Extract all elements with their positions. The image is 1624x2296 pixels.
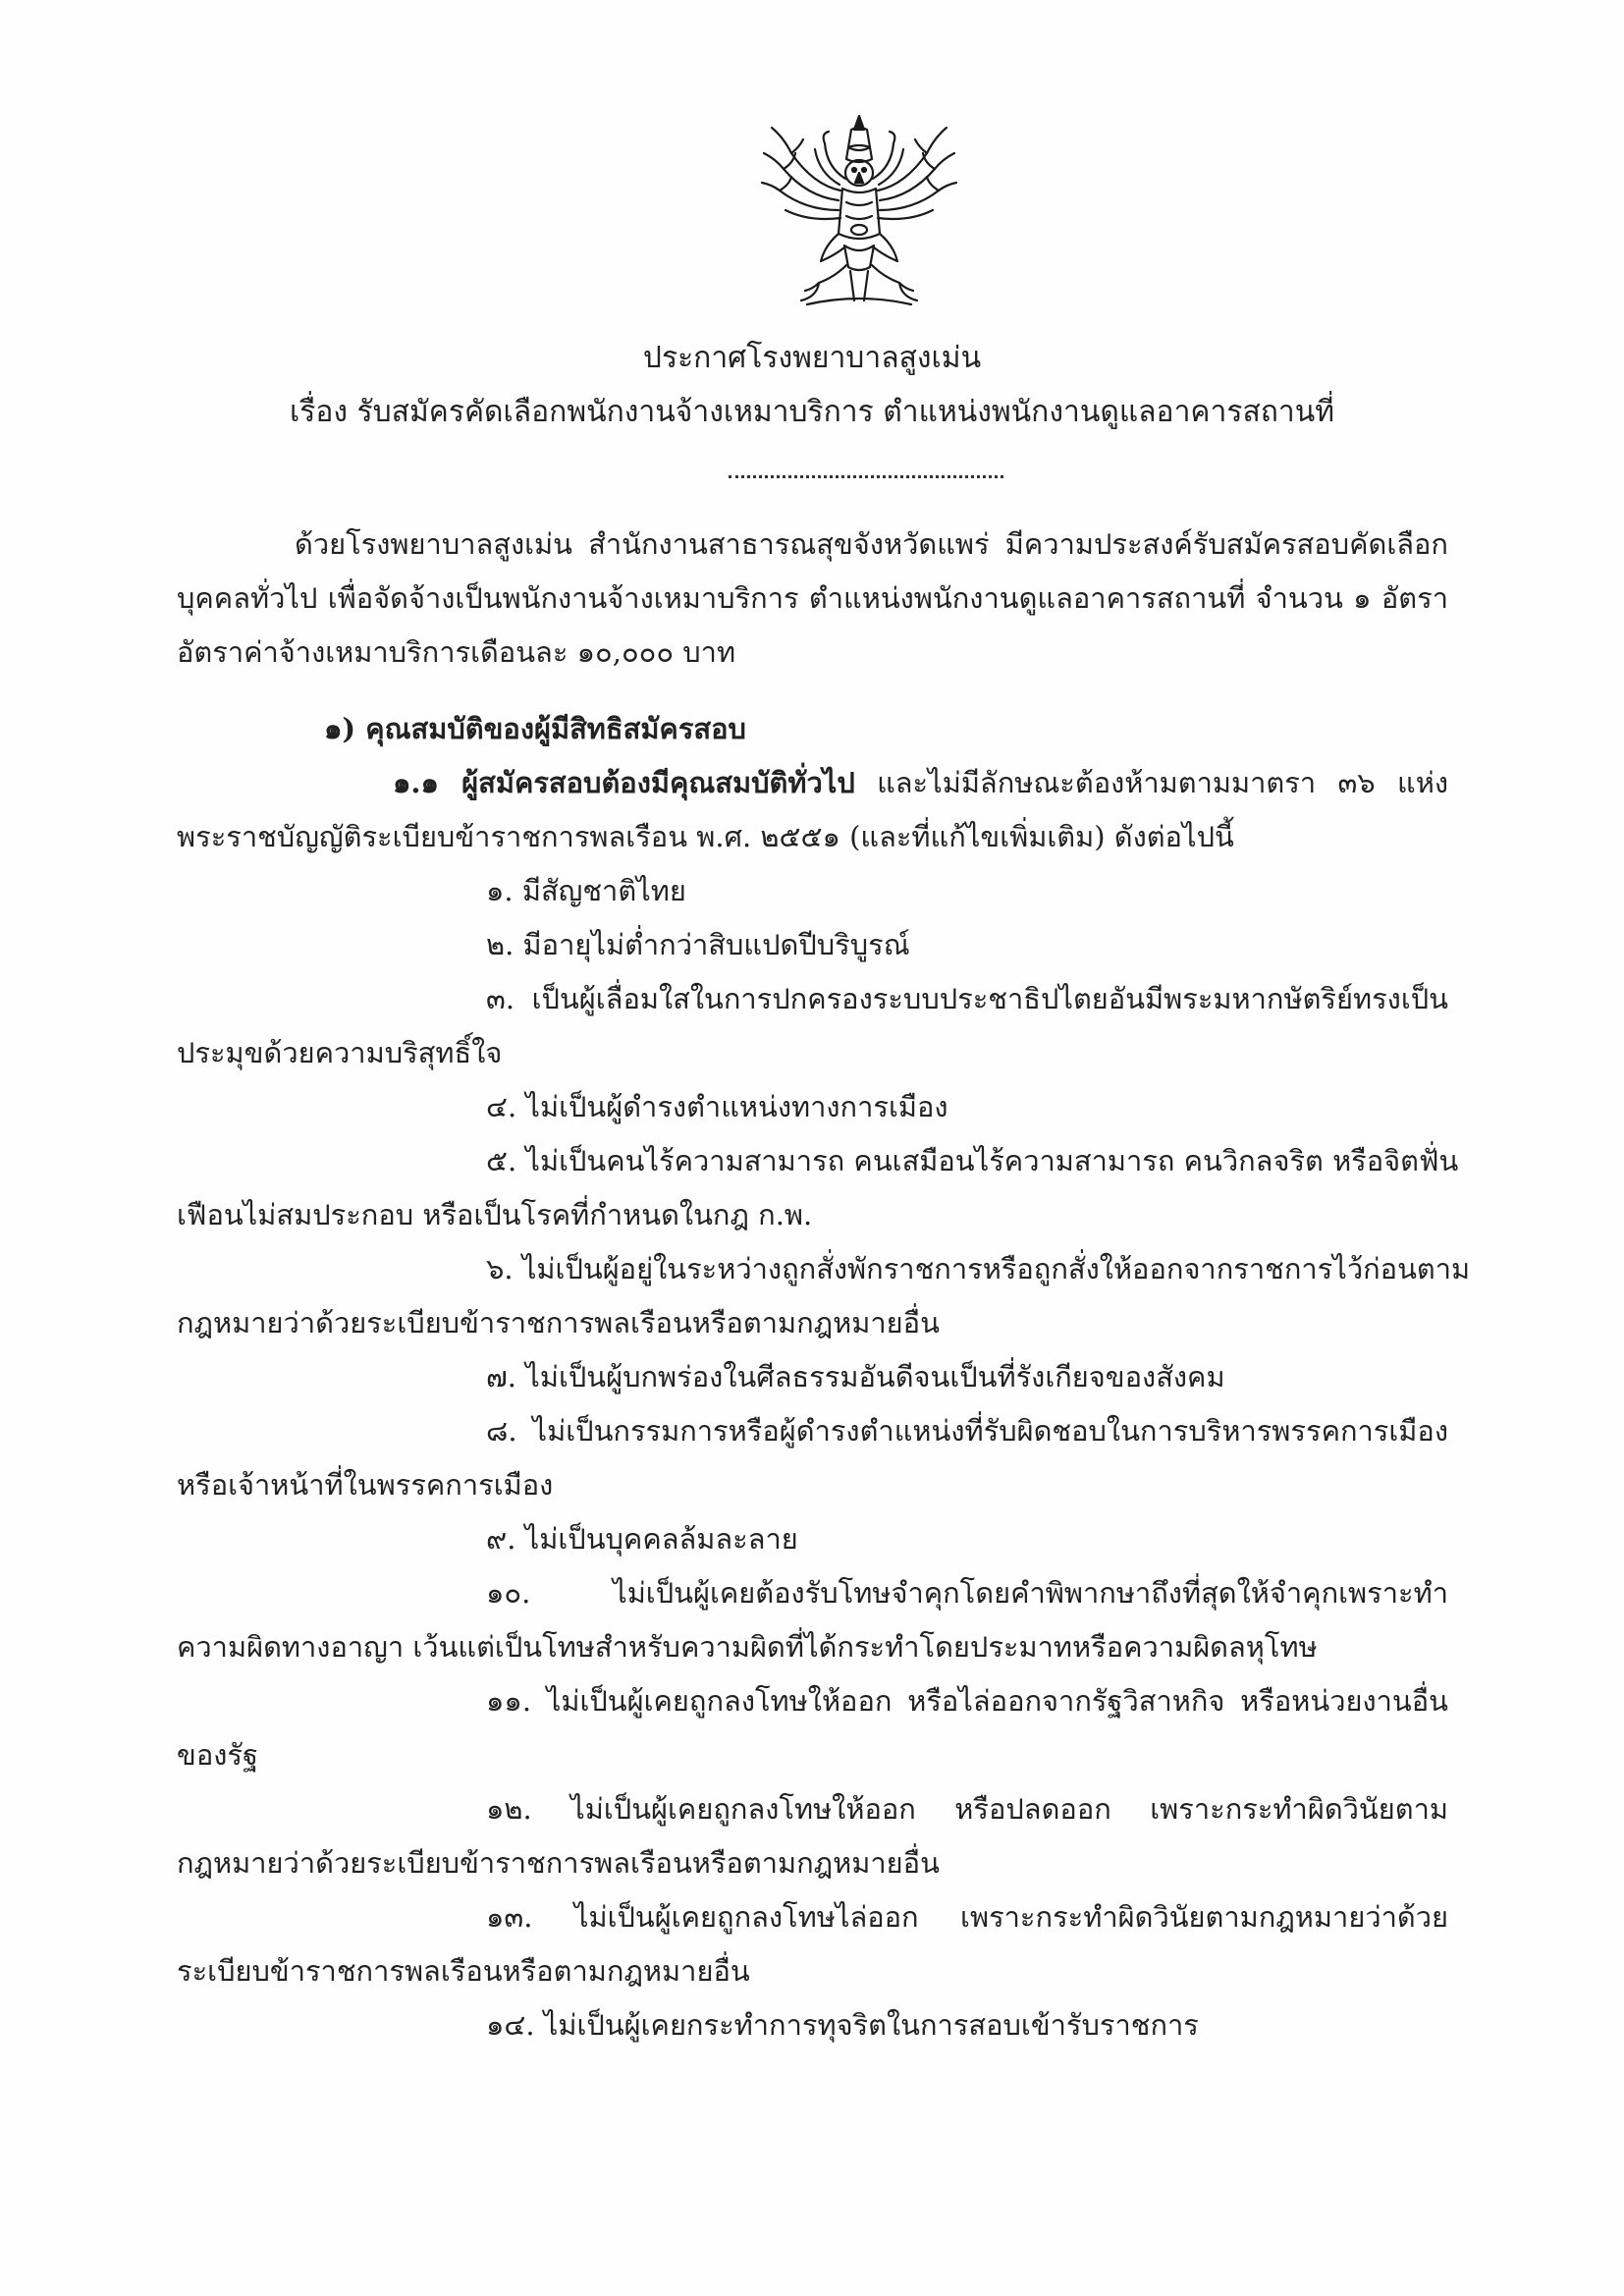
item-3-line-2: ประมุขด้วยความบริสุทธิ์ใจ (177, 1036, 503, 1069)
item-14: ๑๔. ไม่เป็นผู้เคยกระทำการทุจริตในการสอบเข้ารับราชการ (486, 2008, 1199, 2042)
item-10-line-1: ๑๐. ไม่เป็นผู้เคยต้องรับโทษจำคุกโดยคำพิพากษาถึงที่สุดให้จำคุกเพราะทำ (486, 1576, 1448, 1610)
item-6-line-1: ๖. ไม่เป็นผู้อยู่ในระหว่างถูกสั่งพักราชการหรือถูกสั่งให้ออกจากราชการไว้ก่อนตาม (486, 1252, 1471, 1285)
title-separator (729, 475, 1003, 478)
item-12-line-1: ๑๒. ไม่เป็นผู้เคยถูกลงโทษให้ออก หรือปลดออก เพราะกระทำผิดวินัยตาม (486, 1792, 1448, 1826)
item-6-line-2: กฎหมายว่าด้วยระเบียบข้าราชการพลเรือนหรือตามกฎหมายอื่น (177, 1306, 940, 1339)
item-8-line-1: ๘. ไม่เป็นกรรมการหรือผู้ดำรงตำแหน่งที่รับผิดชอบในการบริหารพรรคการเมือง (486, 1414, 1448, 1448)
garuda-emblem-icon (756, 108, 962, 314)
item-13-line-2: ระเบียบข้าราชการพลเรือนหรือตามกฎหมายอื่น (177, 1954, 750, 1988)
intro-line-1: ด้วยโรงพยาบาลสูงเม่น สำนักงานสาธารณสุขจังหวัดแพร่ มีความประสงค์รับสมัครสอบคัดเลือก (295, 527, 1448, 561)
item-10-line-2: ความผิดทางอาญา เว้นแต่เป็นโทษสำหรับความผิดที่ได้กระทำโดยประมาทหรือความผิดลหุโทษ (177, 1630, 1318, 1664)
item-5-line-1: ๕. ไม่เป็นคนไร้ความสามารถ คนเสมือนไร้ความสามารถ คนวิกลจริต หรือจิตฟั่น (486, 1144, 1459, 1177)
item-12-line-2: กฎหมายว่าด้วยระเบียบข้าราชการพลเรือนหรือตามกฎหมายอื่น (177, 1846, 940, 1880)
item-3-line-1: ๓. เป็นผู้เลื่อมใสในการปกครองระบบประชาธิปไตยอันมีพระมหากษัตริย์ทรงเป็น (486, 982, 1448, 1015)
item-4: ๔. ไม่เป็นผู้ดำรงตำแหน่งทางการเมือง (486, 1090, 948, 1123)
item-1: ๑. มีสัญชาติไทย (486, 874, 686, 907)
item-13-line-1: ๑๓. ไม่เป็นผู้เคยถูกลงโทษไล่ออก เพราะกระทำผิดวินัยตามกฎหมายว่าด้วย (486, 1900, 1448, 1934)
item-11-line-2: ของรัฐ (177, 1738, 258, 1772)
item-2: ๒. มีอายุไม่ต่ำกว่าสิบแปดปีบริบูรณ์ (486, 928, 910, 961)
item-7: ๗. ไม่เป็นผู้บกพร่องในศีลธรรมอันดีจนเป็นที่รังเกียจของสังคม (486, 1360, 1225, 1394)
section-1-1-continuation: พระราชบัญญัติระเบียบข้าราชการพลเรือน พ.ศ. ๒๕๕๑ (และที่แก้ไขเพิ่มเติม) ดังต่อไปนี้ (177, 820, 1234, 853)
item-9: ๙. ไม่เป็นบุคคลล้มละลาย (486, 1522, 798, 1556)
intro-line-2: บุคคลทั่วไป เพื่อจัดจ้างเป็นพนักงานจ้างเหมาบริการ ตำแหน่งพนักงานดูแลอาคารสถานที่ จำนวน ๑ อัตรา (177, 581, 1448, 615)
section-1-1-line (393, 761, 1448, 804)
intro-line-3: อัตราค่าจ้างเหมาบริการเดือนละ ๑๐,๐๐๐ บาท (177, 635, 736, 669)
announcement-title: ประกาศโรงพยาบาลสูงเม่น (642, 341, 982, 375)
announcement-subject: เรื่อง รับสมัครคัดเลือกพนักงานจ้างเหมาบริการ ตำแหน่งพนักงานดูแลอาคารสถานที่ (289, 395, 1335, 429)
section-1-heading: ๑) คุณสมบัติของผู้มีสิทธิสมัครสอบ (324, 712, 746, 745)
section-1-1-heading: ๑.๑ ผู้สมัครสอบต้องมีคุณสมบัติทั่วไป (393, 766, 855, 799)
item-8-line-2: หรือเจ้าหน้าที่ในพรรคการเมือง (177, 1468, 554, 1502)
section-1-1-heading-rest: และไม่มีลักษณะต้องห้ามตามมาตรา ๓๖ แห่ง (854, 766, 1448, 799)
item-5-line-2: เฟือนไม่สมประกอบ หรือเป็นโรคที่กำหนดในกฎ ก.พ. (177, 1198, 813, 1231)
item-11-line-1: ๑๑. ไม่เป็นผู้เคยถูกลงโทษให้ออก หรือไล่ออกจากรัฐวิสาหกิจ หรือหน่วยงานอื่น (486, 1684, 1448, 1718)
